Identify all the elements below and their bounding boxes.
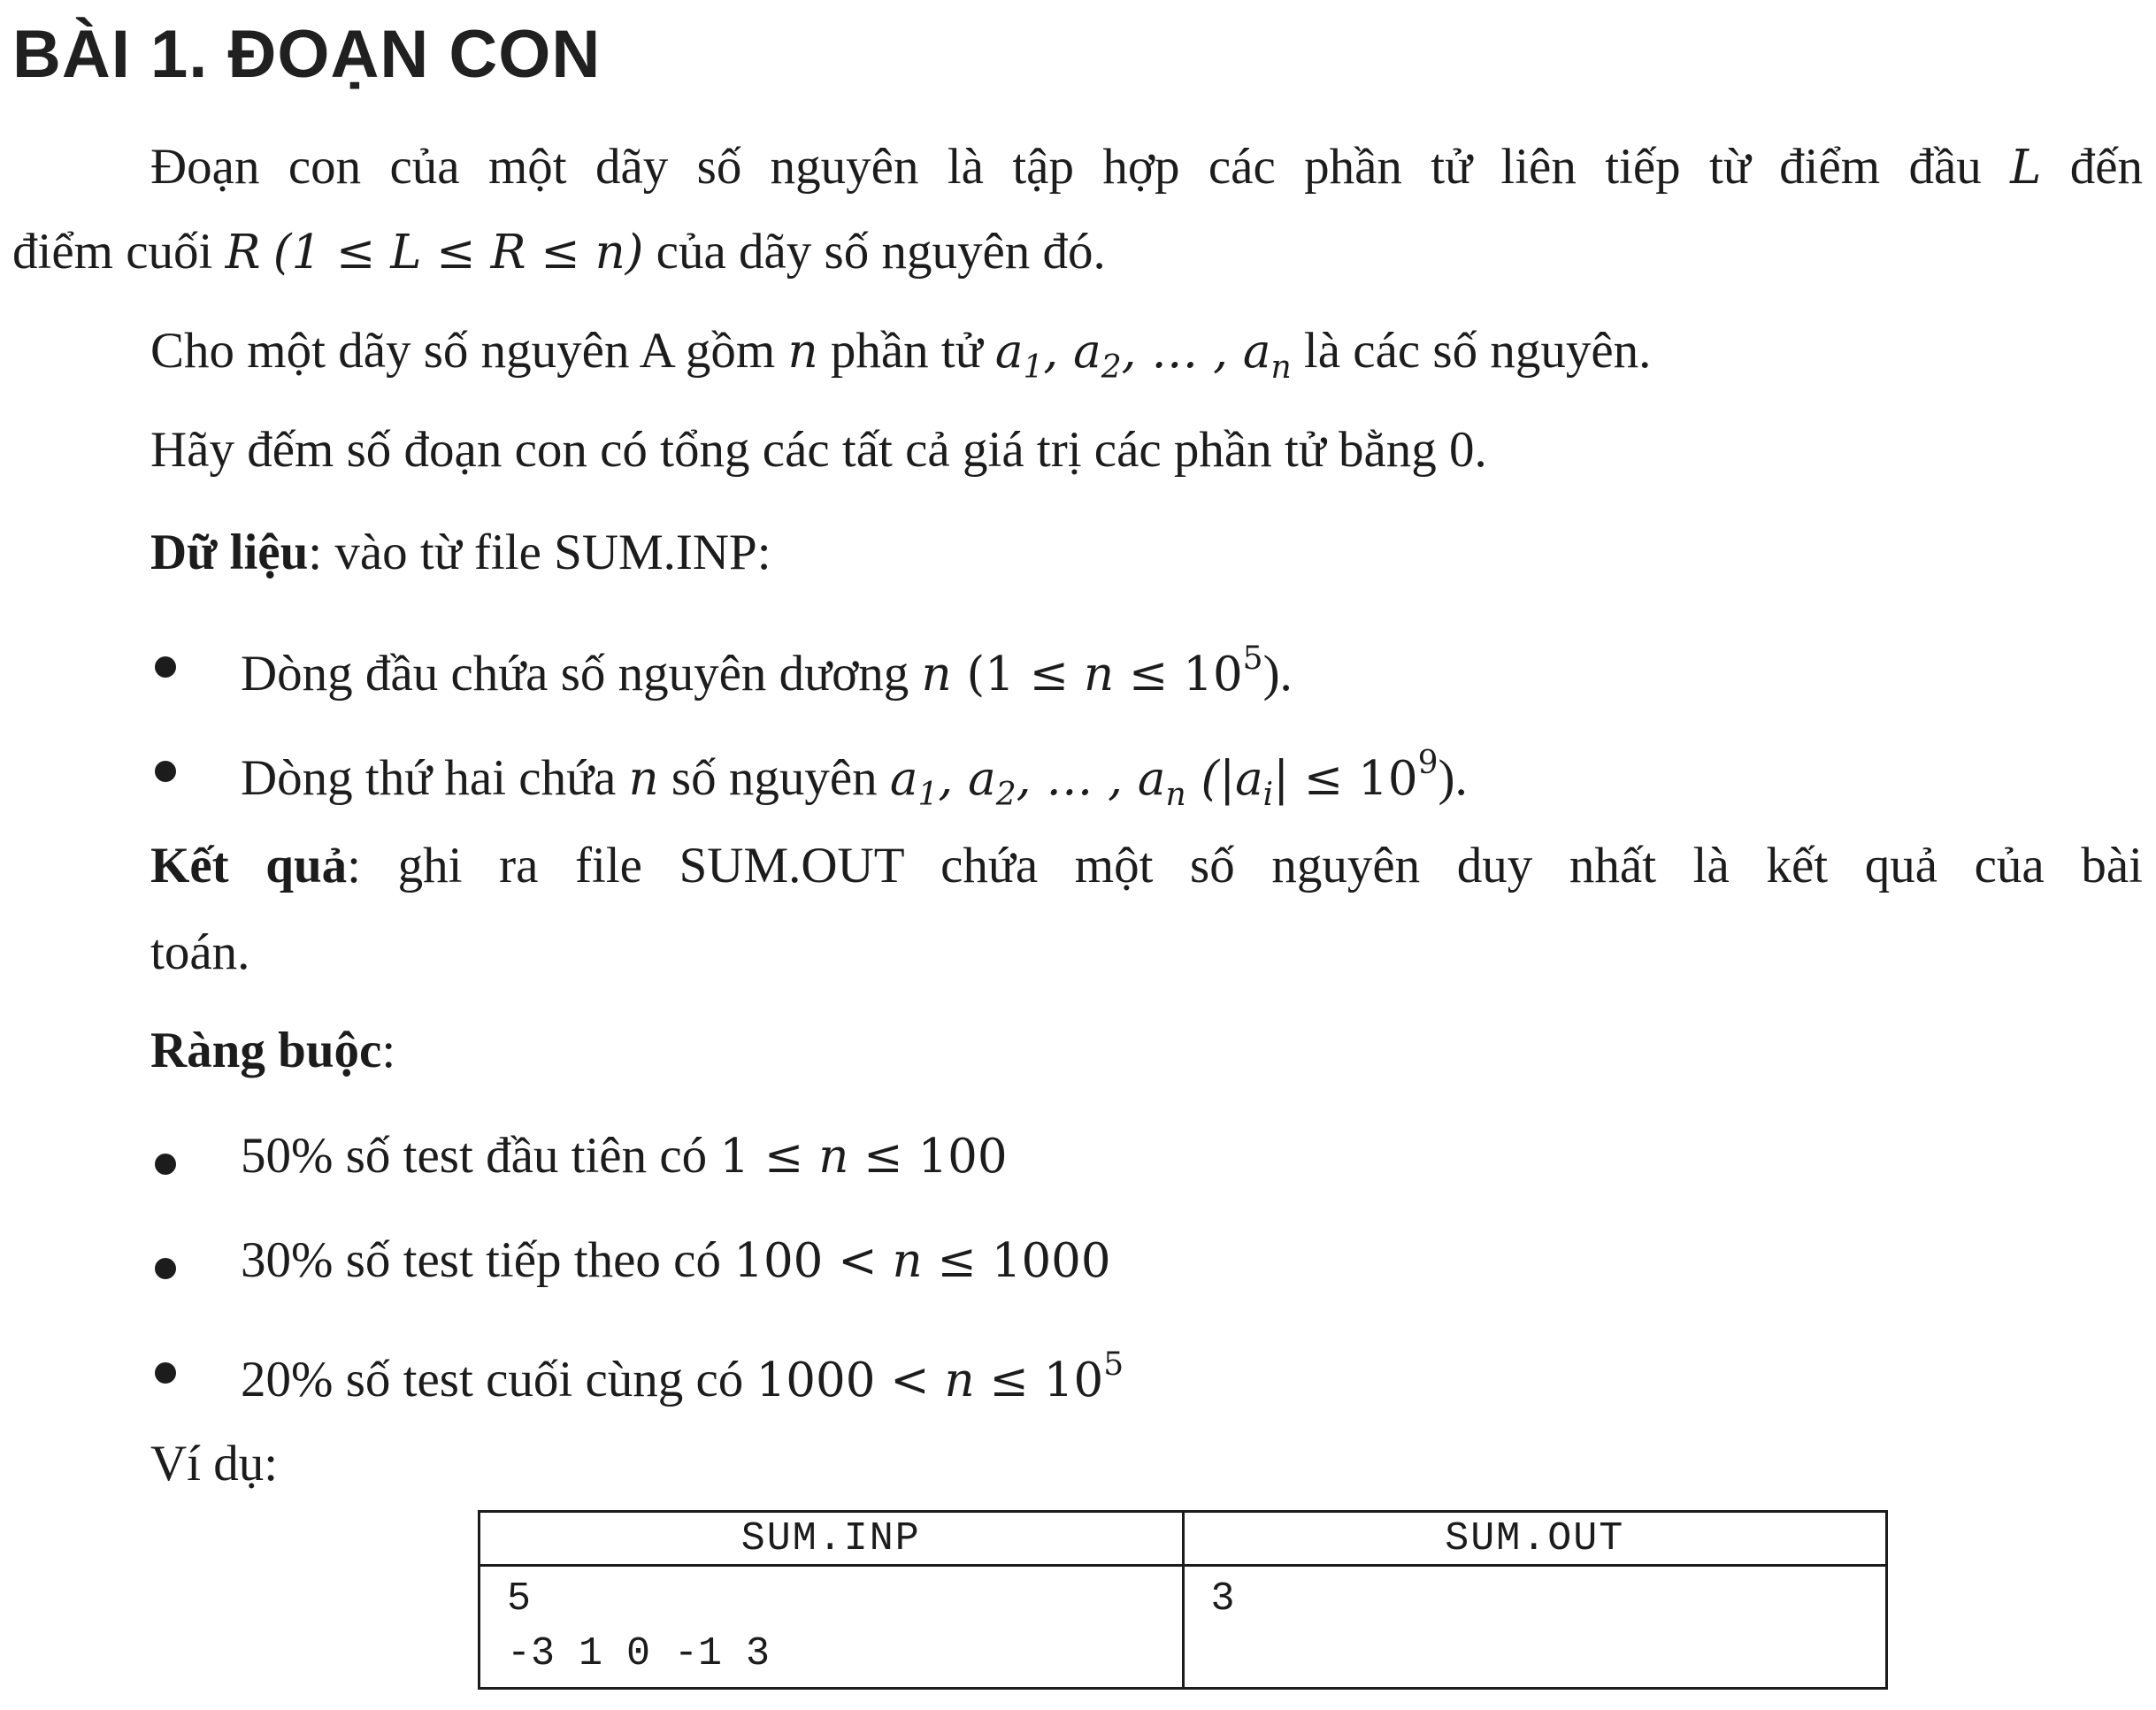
input-heading [150,524,771,582]
input-line-text: Dòng thứ hai chứa [241,750,629,806]
bullet-icon [155,1362,176,1384]
input-text: : vào từ file SUM.INP: [308,525,771,580]
table-cell-output: 3 [1183,1566,1887,1689]
intro-text: phần tử [817,323,995,379]
math-n: n [628,752,659,806]
input-line-text: Dòng đầu chứa số nguyên dương [241,646,922,702]
math-expr: ≤ 1000 [922,1234,1111,1288]
input-label: Dữ liệu [150,525,309,580]
math-expr: ≤ 10 [974,1353,1104,1407]
constraint-text: 30% số test tiếp theo có [241,1232,734,1288]
intro-text-end: của dãy số nguyên đó. [643,224,1106,280]
intro-text: Đoạn con của một dãy số nguyên là tập hợp các phần tử liên tiếp từ điểm đầu [150,139,2011,195]
intro-text: Cho một dãy số nguyên A gồm [150,323,788,379]
constraint-1 [241,1127,1008,1186]
math-expr: ≤ 10 [1114,648,1243,702]
math-expr: ≤ 100 [848,1130,1008,1184]
math-n: n [818,1130,849,1184]
math-exponent: 5 [1242,640,1263,677]
sequence-expr: $a_1$, $a_2$, … , $a_n$ [889,752,1186,813]
bullet-icon [155,656,176,678]
input-line-1 [241,630,1293,704]
math-n: n [892,1234,923,1288]
table-header-input: SUM.INP [480,1512,1184,1566]
math-n: n [921,648,952,702]
math-subscript: i [1262,777,1274,813]
output-text: : ghi ra file SUM.OUT chứa một số nguyên duy nhất là kết quả của bài [347,838,2143,893]
output-label: Kết quả [150,838,348,893]
constraints-heading [150,1022,395,1080]
bullet-icon [155,1154,176,1175]
table-cell-input: 5 -3 1 0 -1 3 [480,1566,1184,1689]
intro-text-end: là các số nguyên. [1291,323,1652,379]
math-expr: (1 ≤ [951,648,1084,702]
constraint-text: 50% số test đầu tiên có [241,1128,720,1184]
problem-title: BÀI 1. ĐOẠN CON [12,17,602,92]
math-expr: | ≤ 10 [1273,752,1418,806]
math-expr: 1 ≤ [719,1130,819,1184]
intro-line-4: Hãy đếm số đoạn con có tổng các tất cả giá trị các phần tử bằng 0. [150,422,1487,478]
input-line-end: ). [1262,646,1293,702]
math-expr: (|a [1185,752,1263,806]
math-L: L [2010,141,2042,195]
math-n: n [944,1353,975,1407]
math-n: n [1083,648,1115,702]
constraint-2 [241,1231,1111,1291]
output-heading [150,837,2143,895]
bullet-icon [155,1258,176,1279]
constraints-colon: : [381,1023,396,1078]
output-line-2: toán. [150,924,250,980]
input-line-end: ). [1438,750,1468,806]
input-line-2 [241,734,1468,824]
table-header-row [480,1512,1887,1566]
intro-line-2 [12,223,1106,282]
example-label: Ví dụ: [150,1436,279,1491]
example-table [478,1510,1888,1690]
math-R: R [225,226,261,280]
intro-text: điểm cuối [12,224,226,280]
input-line-text: số nguyên [658,750,890,806]
sequence-expr: $a_1$, $a_2$, … , $a_n$ [994,325,1292,386]
math-expr: 1000 < [756,1353,945,1407]
intro-line-3 [150,322,1651,397]
math-exponent: 5 [1103,1346,1124,1383]
table-row [480,1566,1887,1689]
intro-line-1 [12,138,2143,197]
constraints-label: Ràng buộc [150,1023,382,1078]
math-expr: 100 < [733,1234,893,1288]
intro-text-end: đến [2041,139,2143,195]
math-range: (1 ≤ L ≤ R ≤ n) [272,226,644,280]
math-n: n [787,325,818,379]
table-header-output: SUM.OUT [1183,1512,1887,1566]
bullet-icon [155,761,176,782]
math-exponent: 9 [1417,745,1439,781]
constraint-text: 20% số test cuối cùng có [241,1352,756,1407]
constraint-3 [241,1336,1124,1410]
